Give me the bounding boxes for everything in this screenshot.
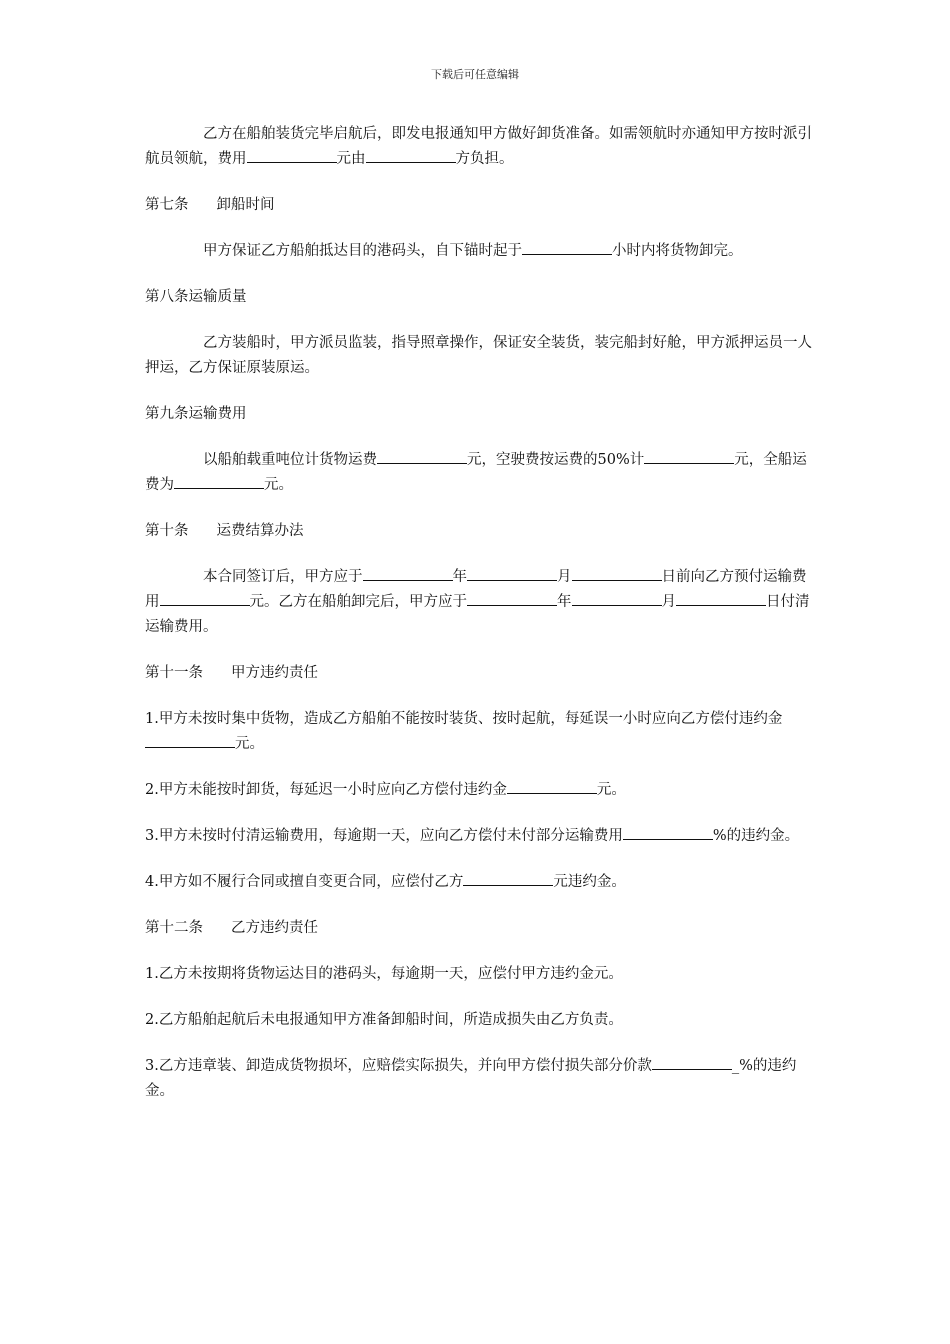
blank-field [676, 591, 766, 606]
article-11-heading [145, 661, 815, 686]
clause-11-4 [145, 870, 815, 895]
clause-11-2 [145, 778, 815, 803]
text: 1.甲方未按时集中货物，造成乙方船舶不能按时装货、按时起航，每延误一小时应向乙方偿付违约金 [145, 711, 783, 727]
article-number: 第七条 [145, 197, 189, 213]
blank-field [363, 566, 453, 581]
text: 年 [557, 594, 572, 610]
blank-field [160, 591, 250, 606]
article-number: 第十一条 [145, 665, 203, 681]
article-8-heading: 第八条运输质量 [145, 289, 247, 305]
clause-11-1 [145, 707, 815, 757]
blank-field [522, 240, 612, 255]
text: 乙方在船舶装货完毕启航后，即发电报通知甲方做好卸货准备。如需领航时亦通知甲方按时派引航员领航，费用 [145, 126, 812, 167]
text: 元，全船运费为 [145, 452, 807, 493]
text: 小时内将货物卸完。 [612, 243, 743, 259]
blank-field [145, 733, 235, 748]
text: 元。乙方在船舶卸完后，甲方应于 [249, 594, 467, 610]
paragraph-fee-settlement [145, 565, 815, 640]
clause-12-3 [145, 1054, 815, 1104]
text: 元。 [596, 782, 626, 798]
text: 日前向乙方预付运输费用 [145, 569, 807, 610]
blank-field [623, 825, 713, 840]
blank-field [463, 871, 553, 886]
blank-field [377, 449, 467, 464]
article-number: 第十二条 [145, 920, 203, 936]
text: _%的违约金。 [145, 1058, 797, 1099]
text: 3.乙方违章装、卸造成货物损坏，应赔偿实际损失，并向甲方偿付损失部分价款 [145, 1058, 652, 1074]
article-7-heading [145, 193, 815, 218]
clause-11-3 [145, 824, 815, 849]
blank-field [366, 148, 456, 163]
paragraph-unloading-time [145, 239, 815, 264]
blank-field [652, 1055, 732, 1070]
article-title: 甲方违约责任 [231, 665, 318, 681]
text: 元违约金。 [553, 874, 626, 890]
text: 4.甲方如不履行合同或擅自变更合同，应偿付乙方 [145, 874, 464, 890]
text: 月 [557, 569, 572, 585]
text: 元由 [336, 151, 366, 167]
clause-12-2: 2.乙方船舶起航后未电报通知甲方准备卸船时间，所造成损失由乙方负责。 [145, 1012, 623, 1028]
text: 3.甲方未按时付清运输费用，每逾期一天，应向乙方偿付未付部分运输费用 [145, 828, 623, 844]
text: 日付清运输费用。 [145, 594, 810, 635]
text: 元。 [235, 736, 264, 752]
article-title: 乙方违约责任 [231, 920, 318, 936]
article-10-heading [145, 519, 815, 544]
text: 年 [452, 569, 467, 585]
text: 方负担。 [455, 151, 514, 167]
article-title: 运费结算办法 [216, 523, 304, 539]
blank-field [572, 566, 662, 581]
blank-field [467, 591, 557, 606]
text: 2.甲方未能按时卸货，每延迟一小时应向乙方偿付违约金 [145, 782, 507, 798]
text: 元，空驶费按运费的50%计 [467, 452, 645, 468]
paragraph-transport-quality: 乙方装船时，甲方派员监装，指导照章操作，保证安全装货，装完船封好舱，甲方派押运员一人押运，乙方保证原装原运。 [145, 335, 812, 376]
article-12-heading [145, 916, 815, 941]
paragraph-transport-fees [145, 448, 815, 498]
text: 本合同签订后，甲方应于 [203, 569, 363, 585]
contract-body [145, 122, 815, 1104]
blank-field [247, 148, 337, 163]
blank-field [174, 474, 264, 489]
page-header: 下载后可任意编辑 [431, 68, 519, 81]
text: %的违约金。 [712, 828, 800, 844]
article-number: 第十条 [145, 523, 189, 539]
text: 月 [661, 594, 676, 610]
blank-field [572, 591, 662, 606]
text: 甲方保证乙方船舶抵达目的港码头，自下锚时起于 [203, 243, 522, 259]
clause-12-1: 1.乙方未按期将货物运达目的港码头，每逾期一天，应偿付甲方违约金元。 [145, 966, 623, 982]
article-title: 卸船时间 [216, 197, 275, 213]
blank-field [507, 779, 597, 794]
paragraph-departure-notice [145, 122, 815, 172]
text: 以船舶载重吨位计货物运费 [203, 452, 377, 468]
text: 元。 [264, 477, 293, 493]
blank-field [467, 566, 557, 581]
blank-field [644, 449, 734, 464]
article-9-heading: 第九条运输费用 [145, 406, 247, 422]
